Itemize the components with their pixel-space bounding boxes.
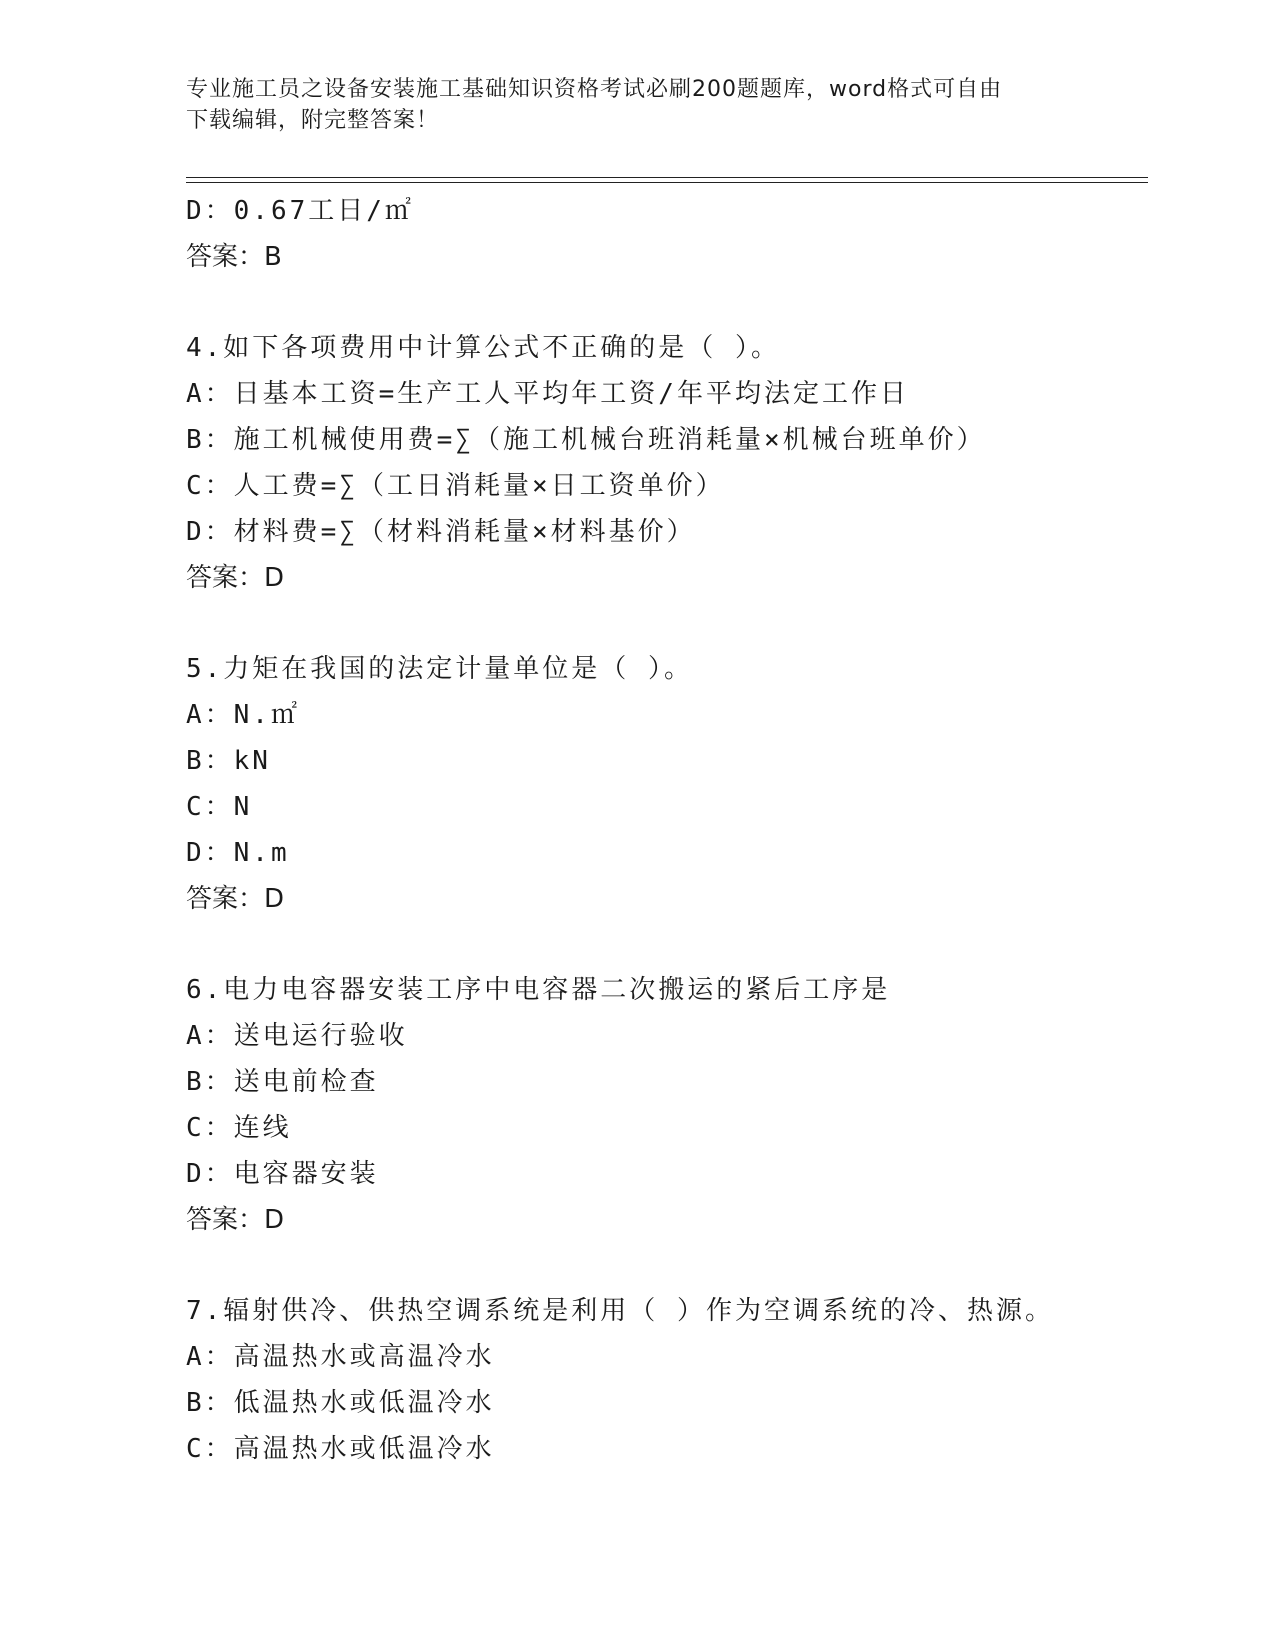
- option-d: D：0.67工日/㎡: [186, 196, 414, 226]
- header-divider-bottom: [186, 182, 1148, 183]
- option-b: B：低温热水或低温冷水: [186, 1388, 495, 1418]
- question-7: [186, 1288, 1146, 1472]
- question-5: [186, 646, 1146, 922]
- option-a: A：日基本工资=生产工人平均年工资/年平均法定工作日: [186, 379, 909, 409]
- question-3-tail: [186, 188, 1146, 280]
- header-divider-top: [186, 177, 1148, 178]
- option-c: C：连线: [186, 1113, 292, 1143]
- header-line-2: 下载编辑，附完整答案！: [186, 108, 440, 133]
- option-b: B：施工机械使用费=∑（施工机械台班消耗量×机械台班单价）: [186, 425, 986, 455]
- option-a: A：N.㎡: [186, 700, 300, 730]
- option-a: A：高温热水或高温冷水: [186, 1342, 495, 1372]
- answer: 答案：B: [186, 242, 282, 272]
- answer: 答案：D: [186, 563, 285, 593]
- header-line-1: 专业施工员之设备安装施工基础知识资格考试必刷200题题库，word格式可自由: [186, 77, 1003, 102]
- option-a: A：送电运行验收: [186, 1021, 408, 1051]
- option-d: D：N.m: [186, 838, 290, 868]
- option-c: C：N: [186, 792, 253, 822]
- option-c: C：人工费=∑（工日消耗量×日工资单价）: [186, 471, 725, 501]
- document-header: [186, 74, 1086, 136]
- option-c: C：高温热水或低温冷水: [186, 1434, 495, 1464]
- question-text: 7.辐射供冷、供热空调系统是利用（ ）作为空调系统的冷、热源。: [186, 1296, 1054, 1326]
- question-text: 5.力矩在我国的法定计量单位是（ ）。: [186, 654, 693, 684]
- answer: 答案：D: [186, 884, 285, 914]
- question-text: 4.如下各项费用中计算公式不正确的是（ ）。: [186, 333, 780, 363]
- question-list: [186, 188, 1146, 1472]
- answer: 答案：D: [186, 1205, 285, 1235]
- option-d: D：电容器安装: [186, 1159, 379, 1189]
- option-d: D：材料费=∑（材料消耗量×材料基价）: [186, 517, 696, 547]
- option-b: B：kN: [186, 746, 271, 776]
- question-6: [186, 967, 1146, 1243]
- question-text: 6.电力电容器安装工序中电容器二次搬运的紧后工序是: [186, 975, 891, 1005]
- option-b: B：送电前检查: [186, 1067, 379, 1097]
- question-4: [186, 325, 1146, 601]
